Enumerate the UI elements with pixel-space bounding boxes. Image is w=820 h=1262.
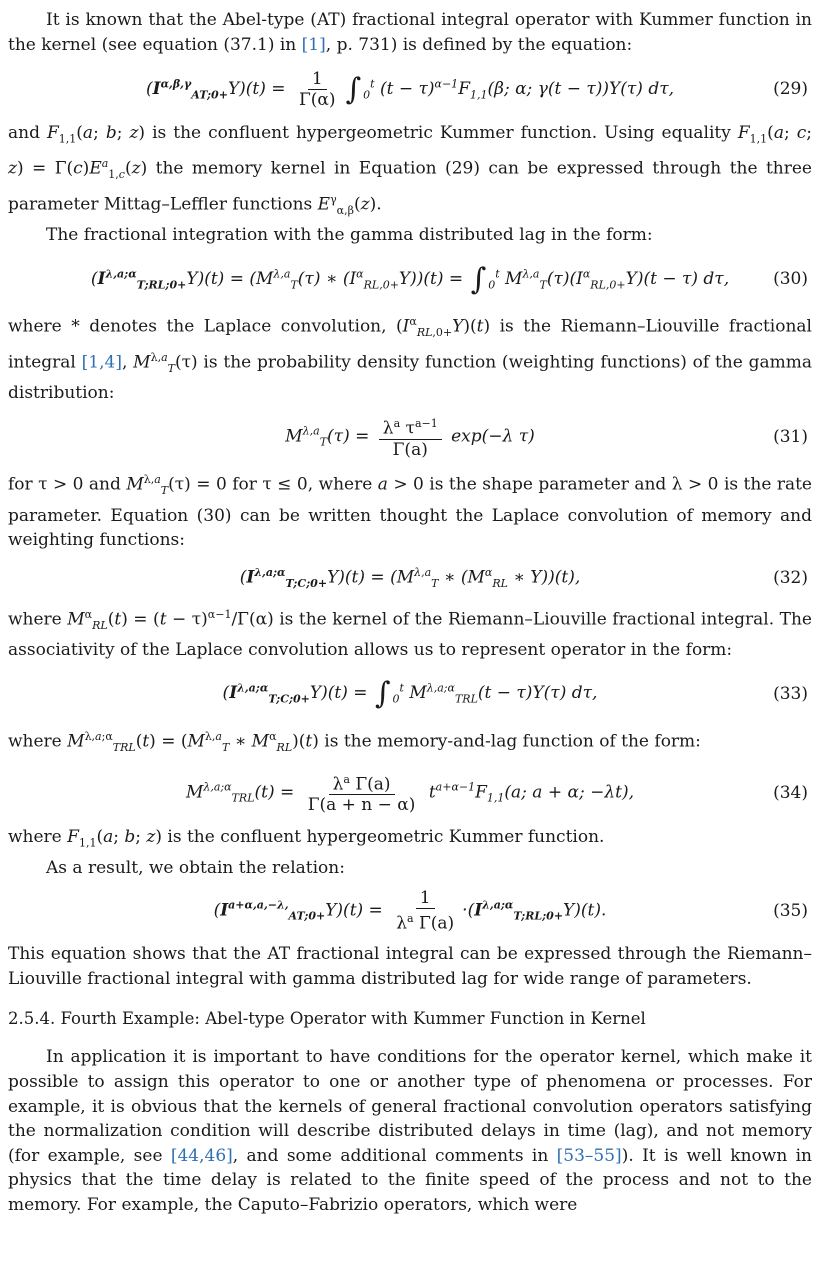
equation-number: (35) bbox=[773, 901, 808, 922]
paragraph-kummer: and $F_{1,1}(a$; b; z) is the confluent hypergeometric Kummer function. Using equality $F_{1,1}(a$; c; $z) = \Gamma(c)E^a_{1,c}(z)$ the memory kernel in Equation (29) can be expressed through the three parameter Mittag–Leffler functions $E^\gamma_{\alpha,\beta}(z)$. bbox=[8, 123, 812, 217]
paragraph-gamma-lag: The fractional integration with the gamma distributed lag in the form: bbox=[46, 225, 653, 246]
citation-link[interactable]: [1] bbox=[301, 34, 326, 55]
equation-number: (30) bbox=[773, 269, 808, 290]
paragraph-memory-lag: where $M^{\lambda,a;\alpha}_{TRL}(t) = (M^{\lambda,a}_T$ ∗ $M^\alpha_{RL})(t)$ is the memory-and-lag function of the form: bbox=[8, 729, 701, 755]
paragraph-kummer-again: where $F_{1,1}(a$; b; z) is the confluent hypergeometric Kummer function. bbox=[8, 826, 605, 850]
citation-link[interactable]: [53–55] bbox=[556, 1145, 622, 1166]
equation-number: (33) bbox=[773, 683, 808, 704]
equation-35: $(I^{a+\alpha,a,-\lambda,}_{AT;0+}Y)(t)$ = $\frac{1}{\lambda^a \Gamma(a)}$ $\cdot(I^{\lambda,a;\alpha}_{T;RL;0+}Y)(t)$. (35) bbox=[213, 888, 808, 935]
paragraph-kernel-rl: where $M^\alpha_{RL}(t) = (t - \tau)^{\alpha-1}/\Gamma(\alpha)$ is the kernel of the Riemann–Liouville fractional integral. The associativity of the Laplace convolution allows us to represent operator in the form: bbox=[8, 607, 812, 661]
paper-page bbox=[8, 0, 812, 1218]
paragraph-intro: It is known that the Abel-type (AT) fractional integral operator with Kummer function in the kernel (see equation (37.1) in [1], p. 731) is defined by the equation: bbox=[8, 10, 812, 55]
equation-34: $M^{\lambda,a;\alpha}_{TRL}(t)$ = $\frac{\lambda^a \Gamma(a)}{\Gamma(a + n - \alpha)}$ $t^{a+\alpha-1}F_{1,1}(a$; a + α; −λt), (34) bbox=[8, 761, 812, 825]
equation-31: $M^{\lambda,a}_T(\tau)$ = $\frac{\lambda^a \tau^{a-1}}{\Gamma(a)}$ exp(−λ τ) (31) bbox=[8, 406, 812, 468]
section-heading: 2.5.4. Fourth Example: Abel-type Operator with Kummer Function in Kernel bbox=[8, 1009, 646, 1029]
paragraph-shape: for τ > 0 and $M^{\lambda,a}_T(\tau) = 0$ for τ ≤ 0, where a > 0 is the shape parameter and λ > 0 is the rate parameter. Equation (30) can be written thought the Laplace convolution of memory and weighting functions: bbox=[8, 472, 812, 551]
equation-number: (32) bbox=[773, 567, 808, 588]
citation-link[interactable]: [44,46] bbox=[170, 1145, 233, 1166]
equation-29: $(I^{\alpha,\beta,\gamma}_{AT;0+}Y)(t)$ = $\frac{1}{\Gamma(\alpha)}$ ∫ $_0^t$ $(t - \tau)^{\alpha-1}F_{1,1}(\beta$; α; γ(t − τ))Y(τ) dτ, (29) bbox=[145, 68, 808, 110]
paragraph-application: In application it is important to have conditions for the operator kernel, which make it possible to assign this operator to one or another type of phenomena or processes. For example, it is obvious that the kernels of general fractional convolution operators satisfying the normalization condition will describe distributed delays in time (lag), and not memory (for example, see [44,46], and some additional comments in [53–55]). It is well known in physics that the time delay is related to the finite speed of the process and not to the memory. For example, the Caputo–Fabrizio operators, which were bbox=[8, 1047, 812, 1215]
equation-number: (31) bbox=[773, 426, 808, 447]
equation-32: $(I^{\lambda,a;\alpha}_{T;C;0+}Y)(t) = (M^{\lambda,a}_T$ ∗ ($M^\alpha_{RL}$ ∗ Y))(t), (32) bbox=[239, 565, 808, 590]
equation-30: $(I^{\lambda,a;\alpha}_{T;RL;0+}Y)(t) = (M^{\lambda,a}_T(\tau)$ ∗ $(I^\alpha_{RL,0+}Y))(t)$ = ∫ $_0^t$ $M^{\lambda,a}_T(\tau)(I^\alpha_{RL,0+}Y)(t - \tau)$ dτ, (30) bbox=[90, 261, 808, 297]
paragraph-laplace: where * denotes the Laplace convolution, $(I^\alpha_{RL,0+}Y)(t)$ is the Riemann–Liouville fractional integral [1,4], $M^{\lambda,a}_T(\tau)$ is the probability density function (weighting functions) of the gamma distribution: bbox=[8, 315, 812, 404]
equation-number: (34) bbox=[773, 782, 808, 803]
equation-33: $(I^{\lambda,a;\alpha}_{T;C;0+}Y)(t)$ = ∫ $_0^t$ $M^{\lambda,a;\alpha}_{TRL}(t - \tau)Y(\tau)$ dτ, (33) bbox=[222, 676, 808, 712]
citation-link[interactable]: [1,4] bbox=[81, 352, 122, 373]
paragraph-result: As a result, we obtain the relation: bbox=[46, 857, 345, 878]
paragraph-conclusion: This equation shows that the AT fractional integral can be expressed through the Riemann–Liouville fractional integral with gamma distributed lag for wide range of parameters. bbox=[8, 944, 812, 989]
equation-number: (29) bbox=[773, 79, 808, 100]
